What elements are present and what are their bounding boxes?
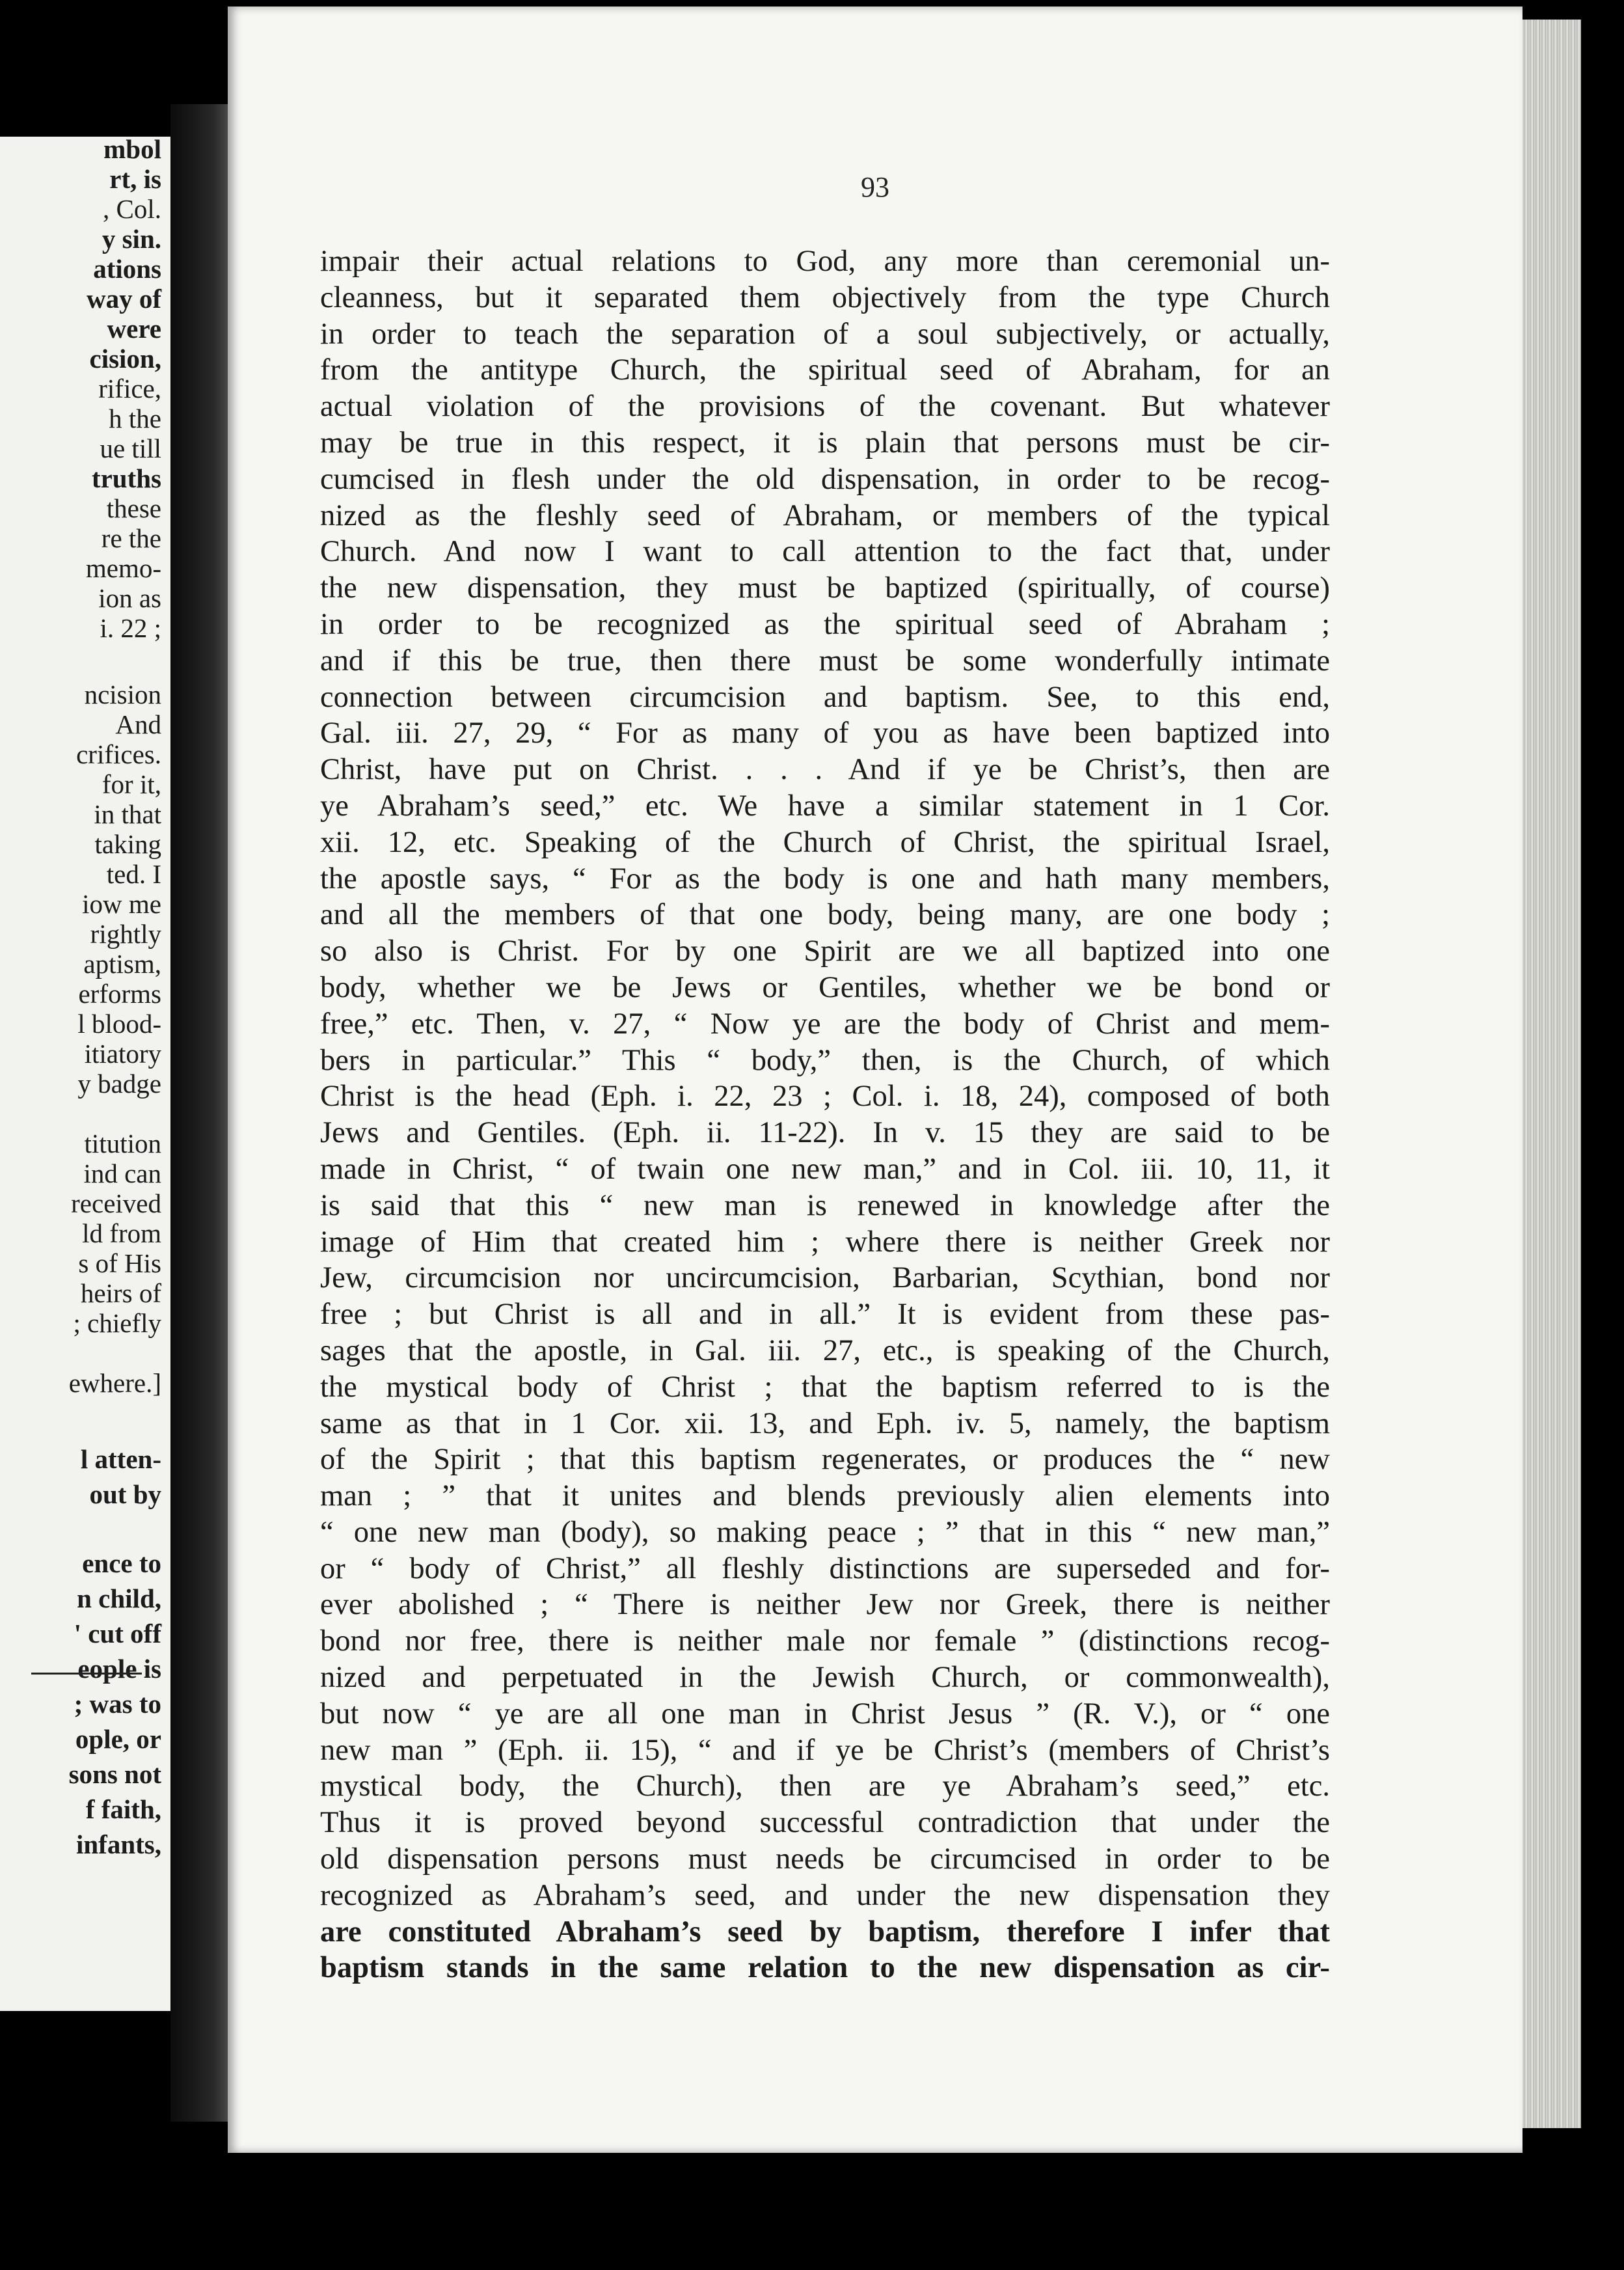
left-page-line: ncision xyxy=(84,679,161,709)
left-page-line: ople, or xyxy=(75,1724,161,1754)
text-line: in order to be recognized as the spiritual seed of Abraham ; xyxy=(320,607,1330,641)
text-line: free,” etc. Then, v. 27, “ Now ye are the body of Christ and mem- xyxy=(320,1007,1330,1041)
text-line: nized and perpetuated in the Jewish Church, or commonwealth), xyxy=(320,1661,1330,1695)
text-line: and if this be true, then there must be some wonderfully intimate xyxy=(320,644,1330,677)
left-page-line: ' cut off xyxy=(74,1619,161,1648)
left-page-line: in that xyxy=(94,799,161,829)
left-page-line: cision, xyxy=(89,344,161,374)
text-line: Christ, have put on Christ. . . . And if ye be Christ’s, then are xyxy=(320,753,1330,787)
body-text xyxy=(320,243,1330,1986)
left-page-line: s of His xyxy=(78,1248,161,1278)
text-line: bers in particular.” This “ body,” then, is the Church, of which xyxy=(320,1043,1330,1077)
text-line: Church. And now I want to call attention to the fact that, under xyxy=(320,535,1330,569)
left-page-line: eople is xyxy=(77,1654,161,1684)
text-line: made in Christ, “ of twain one new man,” and in Col. iii. 10, 11, it xyxy=(320,1152,1330,1186)
text-line: is said that this “ new man is renewed in knowledge after the xyxy=(320,1188,1330,1222)
main-page xyxy=(228,7,1522,2153)
text-line: are constituted Abraham’s seed by baptism, therefore I infer that xyxy=(320,1915,1330,1949)
left-page-line: aptism, xyxy=(83,949,161,979)
text-line: in order to teach the separation of a soul subjectively, or actually, xyxy=(320,317,1330,351)
text-line: mystical body, the Church), then are ye Abraham’s seed,” etc. xyxy=(320,1770,1330,1803)
left-page-line: ; chiefly xyxy=(73,1308,161,1338)
text-line: actual violation of the provisions of the covenant. But whatever xyxy=(320,390,1330,424)
text-line: from the antitype Church, the spiritual seed of Abraham, for an xyxy=(320,353,1330,387)
left-page-line: rifice, xyxy=(98,374,161,403)
text-line: man ; ” that it unites and blends previously alien elements into xyxy=(320,1479,1330,1513)
text-line: connection between circumcision and baptism. See, to this end, xyxy=(320,680,1330,714)
left-page-line: erforms xyxy=(78,979,161,1009)
left-page-line: re the xyxy=(101,523,161,553)
left-page-line: , Col. xyxy=(103,194,161,224)
text-line: Thus it is proved beyond successful contradiction that under the xyxy=(320,1806,1330,1840)
left-page-line: for it, xyxy=(102,769,161,799)
text-line: sages that the apostle, in Gal. iii. 27, etc., is speaking of the Church, xyxy=(320,1333,1330,1367)
left-page-line: these xyxy=(106,493,161,523)
left-page-line: received xyxy=(71,1188,161,1218)
text-line: Jews and Gentiles. (Eph. ii. 11-22). In v. 15 they are said to be xyxy=(320,1116,1330,1150)
section-rule xyxy=(31,1673,142,1675)
text-line: the new dispensation, they must be baptized (spiritually, of course) xyxy=(320,571,1330,605)
left-page-line: sons not xyxy=(68,1759,161,1789)
text-line: Gal. iii. 27, 29, “ For as many of you as have been baptized into xyxy=(320,717,1330,750)
text-line: may be true in this respect, it is plain that persons must be cir- xyxy=(320,426,1330,459)
left-page-line: h the xyxy=(109,403,161,433)
left-page-line: ind can xyxy=(83,1158,161,1188)
text-line: recognized as Abraham’s seed, and under the new dispensation they xyxy=(320,1878,1330,1912)
text-line: bond nor free, there is neither male nor female ” (distinctions recog- xyxy=(320,1624,1330,1658)
text-line: so also is Christ. For by one Spirit are we all baptized into one xyxy=(320,935,1330,968)
left-page-line: ; was to xyxy=(74,1689,161,1719)
left-page-line: l blood- xyxy=(77,1009,161,1039)
text-line: ye Abraham’s seed,” etc. We have a similar statement in 1 Cor. xyxy=(320,789,1330,823)
text-line: nized as the fleshly seed of Abraham, or members of the typical xyxy=(320,499,1330,532)
left-page-line: ations xyxy=(93,254,161,284)
left-page-line: crifices. xyxy=(76,739,161,769)
text-line: same as that in 1 Cor. xii. 13, and Eph. iv. 5, namely, the baptism xyxy=(320,1406,1330,1440)
page-number: 93 xyxy=(861,171,889,203)
text-line: of the Spirit ; that this baptism regenerates, or produces the “ new xyxy=(320,1443,1330,1477)
left-page-line: y sin. xyxy=(102,224,161,254)
left-page-line: mbol xyxy=(103,137,161,164)
left-page-line: taking xyxy=(94,829,161,859)
left-page-line: y badge xyxy=(77,1069,161,1099)
left-page-line: iow me xyxy=(82,889,161,919)
left-page-line: ue till xyxy=(100,433,161,463)
left-page-line: ewhere.] xyxy=(68,1368,161,1398)
text-line: body, whether we be Jews or Gentiles, whether we be bond or xyxy=(320,970,1330,1004)
left-page-line: truths xyxy=(91,463,161,493)
left-page-line: heirs of xyxy=(80,1278,161,1308)
text-line: Jew, circumcision nor uncircumcision, Barbarian, Scythian, bond nor xyxy=(320,1261,1330,1295)
text-line: “ one new man (body), so making peace ; ” that in this “ new man,” xyxy=(320,1515,1330,1549)
left-page-line: out by xyxy=(89,1479,161,1509)
page-edges xyxy=(1522,20,1581,2128)
left-page-line: titution xyxy=(84,1128,161,1158)
left-page-line: itiatory xyxy=(84,1039,161,1069)
left-page-line: ted. I xyxy=(106,859,161,889)
left-page-line: memo- xyxy=(85,553,161,583)
text-line: but now “ ye are all one man in Christ Jesus ” (R. V.), or “ one xyxy=(320,1697,1330,1730)
text-line: image of Him that created him ; where there is neither Greek nor xyxy=(320,1225,1330,1259)
text-line: cumcised in flesh under the old dispensation, in order to be recog- xyxy=(320,462,1330,496)
left-page-fragment xyxy=(0,137,170,2011)
text-line: new man ” (Eph. ii. 15), “ and if ye be Christ’s (members of Christ’s xyxy=(320,1733,1330,1767)
left-page-line: i. 22 ; xyxy=(100,613,161,643)
text-line: the apostle says, “ For as the body is one and hath many members, xyxy=(320,862,1330,896)
left-page-line: ion as xyxy=(98,583,161,613)
text-line: old dispensation persons must needs be circumcised in order to be xyxy=(320,1842,1330,1876)
left-page-line: f faith, xyxy=(85,1794,161,1824)
left-page-line: ence to xyxy=(82,1548,161,1578)
text-line: the mystical body of Christ ; that the baptism referred to is the xyxy=(320,1370,1330,1404)
text-line: baptism stands in the same relation to the new dispensation as cir- xyxy=(320,1951,1330,1985)
text-line: and all the members of that one body, being many, are one body ; xyxy=(320,898,1330,932)
left-page-line: l atten- xyxy=(80,1444,161,1474)
left-page-line: rt, is xyxy=(109,164,161,194)
text-line: cleanness, but it separated them objectively from the type Church xyxy=(320,280,1330,314)
text-line: impair their actual relations to God, any more than ceremonial un- xyxy=(320,245,1330,278)
text-line: free ; but Christ is all and in all.” It is evident from these pas- xyxy=(320,1298,1330,1332)
text-line: Christ is the head (Eph. i. 22, 23 ; Col. i. 18, 24), composed of both xyxy=(320,1080,1330,1114)
text-line: ever abolished ; “ There is neither Jew nor Greek, there is neither xyxy=(320,1588,1330,1622)
text-line: or “ body of Christ,” all fleshly distinctions are superseded and for- xyxy=(320,1552,1330,1585)
left-page-line: ld from xyxy=(82,1218,161,1248)
left-page-line: n child, xyxy=(77,1583,161,1613)
text-line: xii. 12, etc. Speaking of the Church of Christ, the spiritual Israel, xyxy=(320,825,1330,859)
left-page-line: rightly xyxy=(90,919,161,949)
book-gutter xyxy=(170,104,229,2122)
left-page-line: And xyxy=(115,709,161,739)
left-page-line: infants, xyxy=(75,1829,161,1859)
left-page-line: were xyxy=(107,314,161,344)
left-page-line: way of xyxy=(86,284,161,314)
